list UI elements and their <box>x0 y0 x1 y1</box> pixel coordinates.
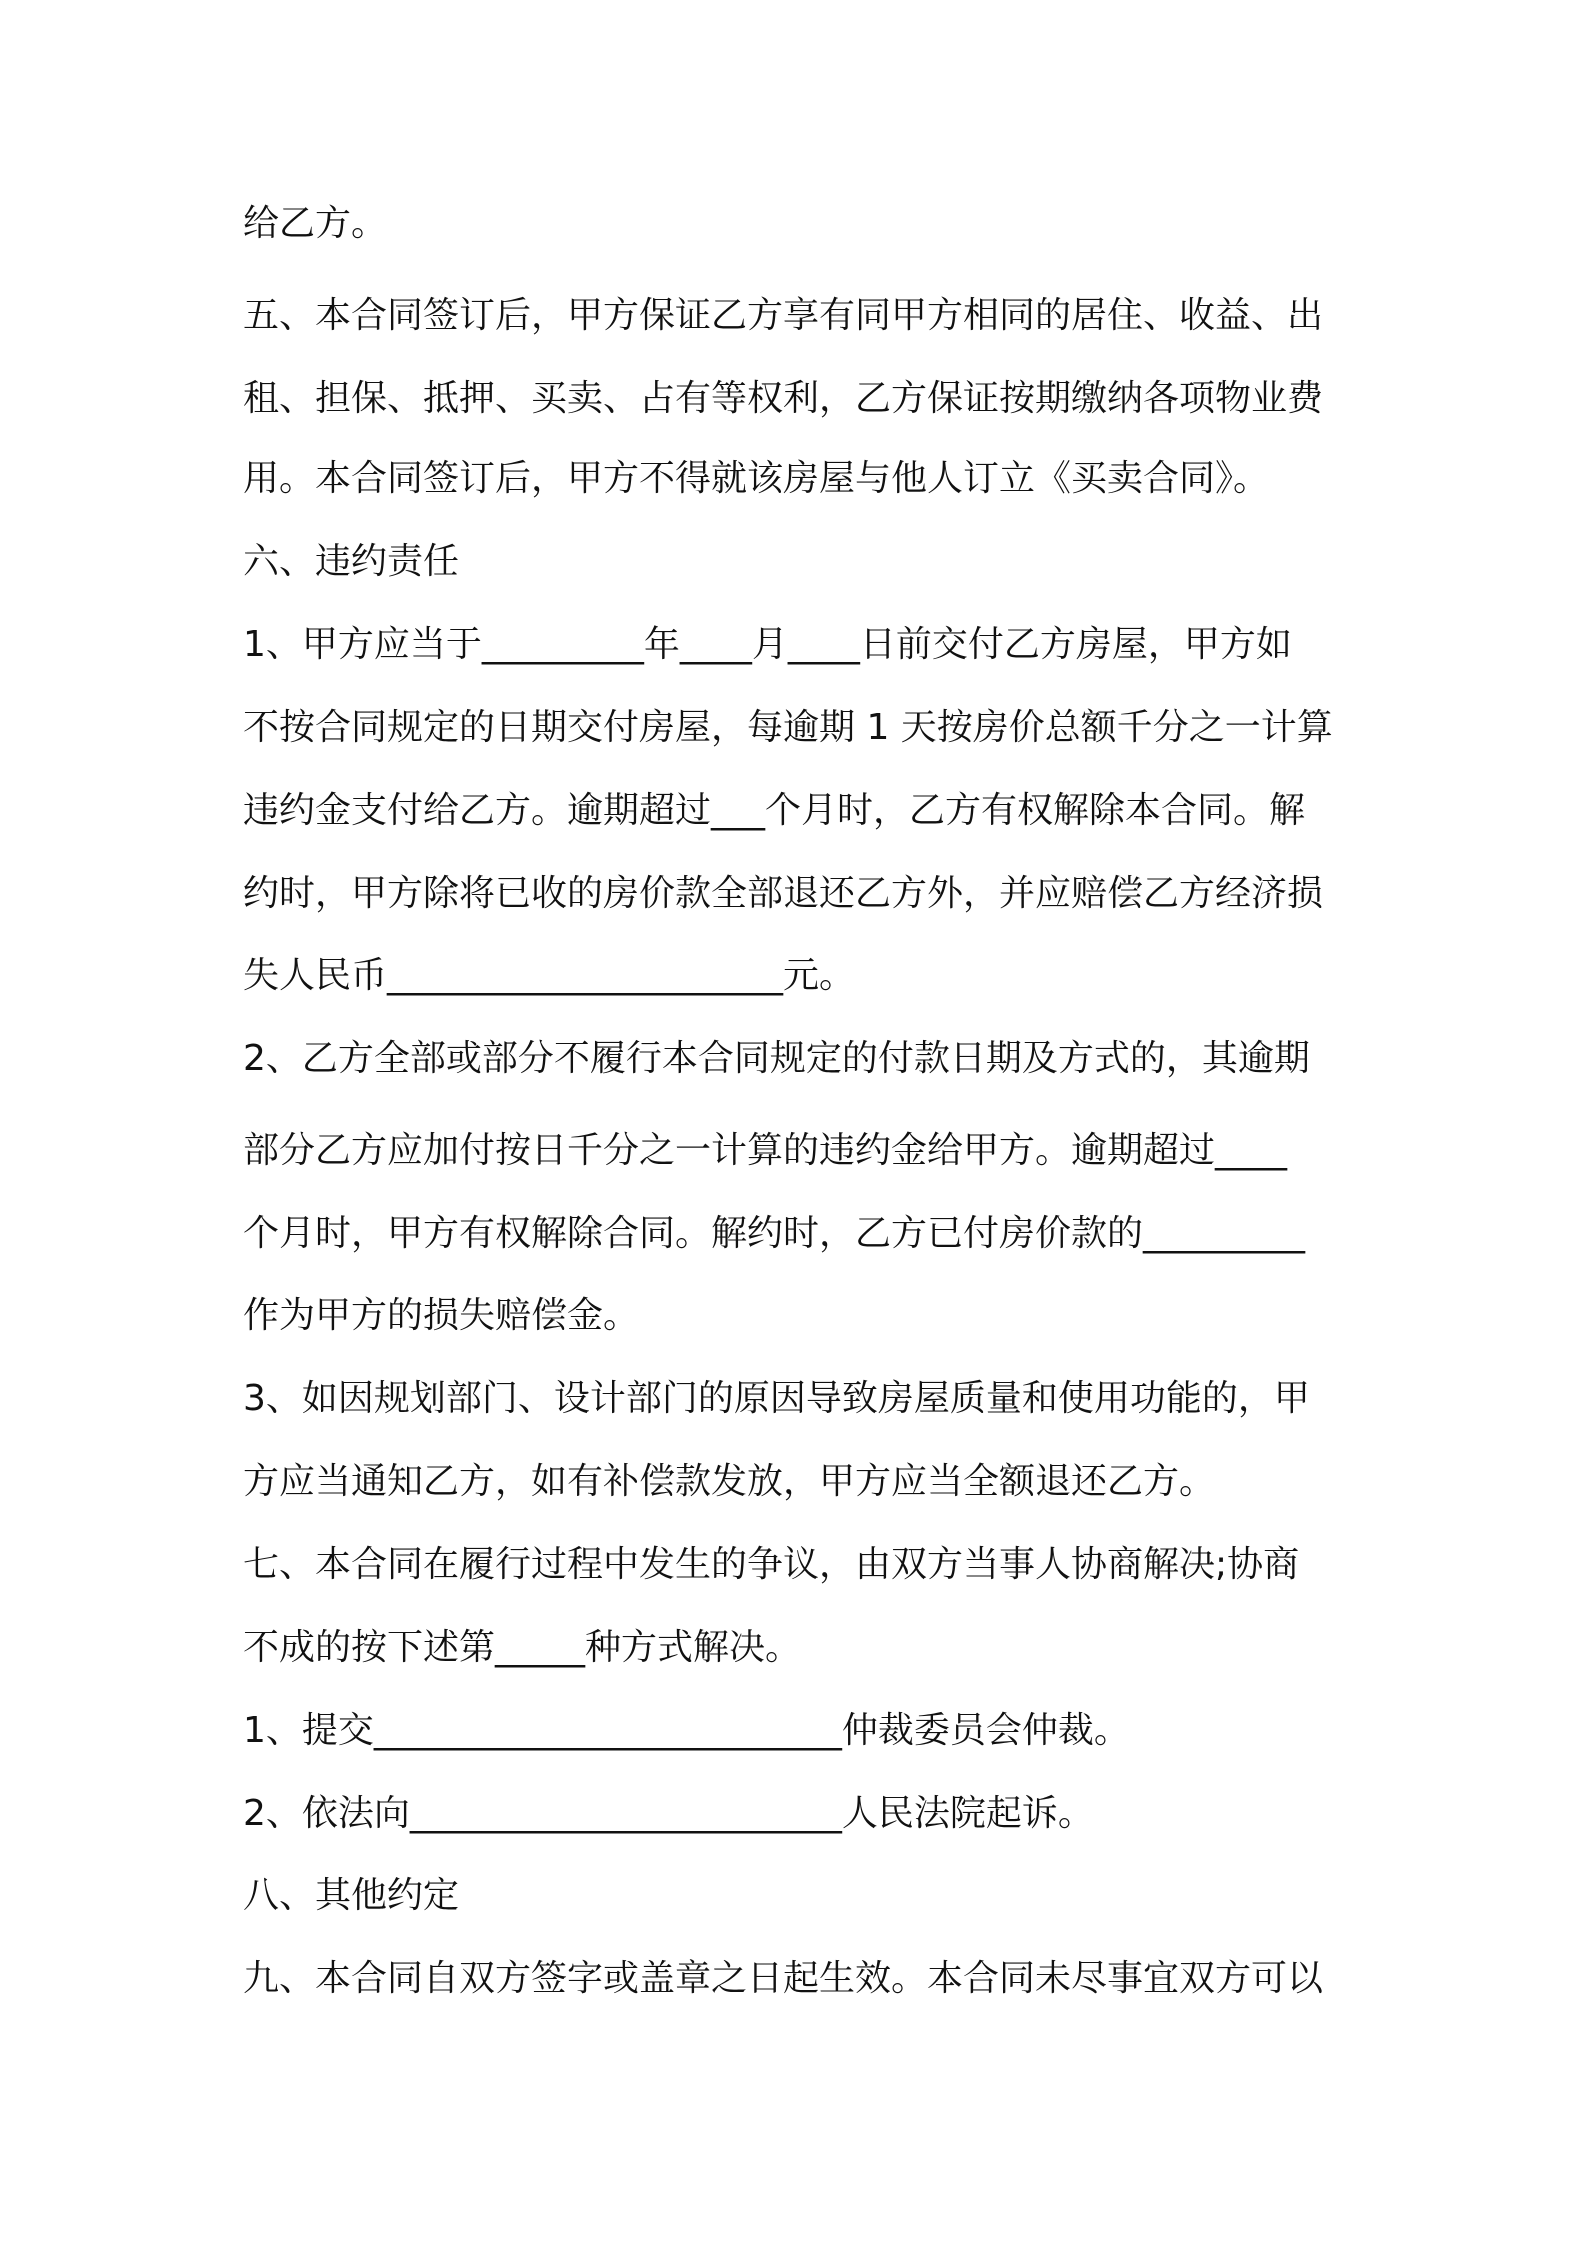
section-heading: 六、违约责任 <box>243 541 460 582</box>
text-line: 给乙方。 <box>243 203 388 244</box>
text-line: 违约金支付给乙方。逾期超过___个月时，乙方有权解除本合同。解 <box>243 790 1306 831</box>
text-line: 九、本合同自双方签字或盖章之日起生效。本合同未尽事宜双方可以 <box>243 1958 1324 1999</box>
text-line: 不成的按下述第_____种方式解决。 <box>243 1627 802 1668</box>
text-line: 五、本合同签订后，甲方保证乙方享有同甲方相同的居住、收益、出 <box>243 295 1324 336</box>
text-line: 部分乙方应加付按日千分之一计算的违约金给甲方。逾期超过____ <box>243 1130 1288 1171</box>
text-line: 不按合同规定的日期交付房屋，每逾期 1 天按房价总额千分之一计算 <box>243 707 1333 748</box>
text-line: 约时，甲方除将已收的房价款全部退还乙方外，并应赔偿乙方经济损 <box>243 873 1324 914</box>
text-line: 作为甲方的损失赔偿金。 <box>243 1295 640 1336</box>
text-line: 1、甲方应当于_________年____月____日前交付乙方房屋，甲方如 <box>243 624 1292 665</box>
text-line: 失人民币______________________元。 <box>243 955 856 996</box>
text-line: 方应当通知乙方，如有补偿款发放，甲方应当全额退还乙方。 <box>243 1461 1216 1502</box>
section-heading: 八、其他约定 <box>243 1875 460 1916</box>
text-line: 2、乙方全部或部分不履行本合同规定的付款日期及方式的，其逾期 <box>243 1038 1310 1079</box>
text-line: 个月时，甲方有权解除合同。解约时，乙方已付房价款的_________ <box>243 1213 1306 1254</box>
text-line: 租、担保、抵押、买卖、占有等权利，乙方保证按期缴纳各项物业费 <box>243 378 1324 419</box>
text-line: 3、如因规划部门、设计部门的原因导致房屋质量和使用功能的，甲 <box>243 1378 1310 1419</box>
text-line: 1、提交__________________________仲裁委员会仲裁。 <box>243 1710 1130 1751</box>
text-line: 七、本合同在履行过程中发生的争议，由双方当事人协商解决;协商 <box>243 1544 1300 1585</box>
text-line: 用。本合同签订后，甲方不得就该房屋与他人订立《买卖合同》。 <box>243 458 1270 499</box>
text-line: 2、依法向________________________人民法院起诉。 <box>243 1793 1094 1834</box>
